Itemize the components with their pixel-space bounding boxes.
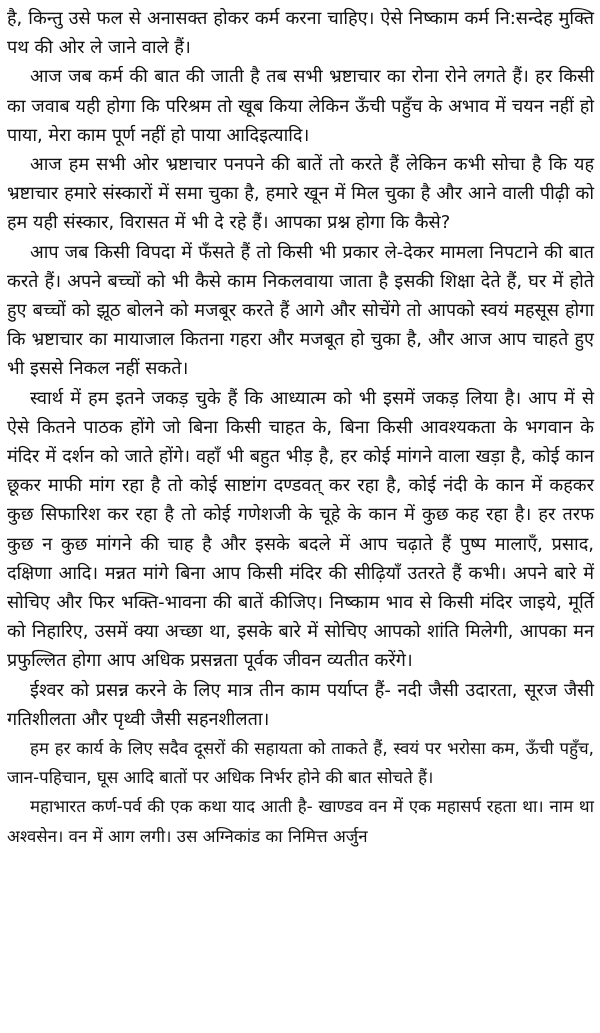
paragraph-3: आज हम सभी ओर भ्रष्टाचार पनपने की बातें तो करते हैं लेकिन कभी सोचा है कि यह भ्रष्टाचार हमारे संस्कारों में समा चुका है, हमारे खून में मिल चुका है और आने वाली पीढ़ी को हम यही संस्कार, विरासत में भी दे रहे हैं। आपका प्रश्न होगा कि कैसे?: [7, 154, 594, 234]
paragraph-2: आज जब कर्म की बात की जाती है तब सभी भ्रष्टाचार का रोना रोने लगते हैं। हर किसी का जवाब यही होगा कि परिश्रम तो खूब किया लेकिन ऊँची पहुँच के अभाव में चयन नहीं हो पाया, मेरा काम पूर्ण नहीं हो पाया आदिइत्यादि।: [7, 66, 594, 146]
paragraph-8: महाभारत कर्ण-पर्व की एक कथा याद आती है- खाण्डव वन में एक महासर्प रहता था। नाम था अश्वसेन। वन में आग लगी। उस अग्निकांड का निमित्त अर्जुन: [7, 796, 594, 846]
paragraph-5: स्वार्थ में हम इतने जकड़ चुके हैं कि आध्यात्म को भी इसमें जकड़ लिया है। आप में से ऐसे कितने पाठक होंगे जो बिना किसी चाहत के, बिना किसी आवश्यकता के भगवान के मंदिर में दर्शन को जाते होंगे। वहाँ भी बहुत भीड़ है, हर कोई मांगने वाला खड़ा है, कोई कान छूकर माफी मांग रहा है तो कोई साष्टांग दण्डवत् कर रहा है, कोई नंदी के कान में कहकर कुछ सिफारिश कर रहा है तो कोई गणेशजी के चूहे के कान में कुछ कह रहा है। हर तरफ कुछ न कुछ मांगने की चाह है और इसके बदले में आप चढ़ाते हैं पुष्प मालाएँ, प्रसाद, दक्षिणा आदि। मन्नत मांगे बिना आप किसी मंदिर की सीढ़ियाँ उतरते हैं कभी। अपने बारे में सोचिए और फिर भक्ति-भावना की बातें कीजिए। निष्काम भाव से किसी मंदिर जाइये, मूर्ति को निहारिए, उसमें क्या अच्छा था, इसके बारे में सोचिए आपको शांति मिलेगी, आपका मन प्रफुल्लित होगा आप अधिक प्रसन्नता पूर्वक जीवन व्यतीत करेंगे।: [7, 387, 595, 672]
paragraph-6: ईश्वर को प्रसन्न करने के लिए मात्र तीन काम पर्याप्त हैं- नदी जैसी उदारता, सूरज जैसी गतिशीलता और पृथ्वी जैसी सहनशीलता।: [7, 679, 594, 730]
paragraph-1: है, किन्तु उसे फल से अनासक्त होकर कर्म करना चाहिए। ऐसे निष्काम कर्म नि:सन्देह मुक्ति पथ की ओर ले जाने वाले हैं।: [7, 8, 594, 59]
paragraph-7: हम हर कार्य के लिए सदैव दूसरों की सहायता को ताकते हैं, स्वयं पर भरोसा कम, ऊँची पहुँच, जान-पहिचान, घूस आदि बातों पर अधिक निर्भर होने की बात सोचते हैं।: [7, 738, 594, 788]
paragraph-4: आप जब किसी विपदा में फँसते हैं तो किसी भी प्रकार ले-देकर मामला निपटाने की बात करते हैं। अपने बच्चों को भी कैसे काम निकलवाया जाता है इसकी शिक्षा देते हैं, घर में होते हुए बच्चों को झूठ बोलने को मजबूर करते हैं आगे और सोचेंगे तो आपको स्वयं महसूस होगा कि भ्रष्टाचार का मायाजाल कितना गहरा और मजबूत हो चुका है, और आज आप चाहते हुए भी इससे निकल नहीं सकते।: [7, 241, 594, 380]
